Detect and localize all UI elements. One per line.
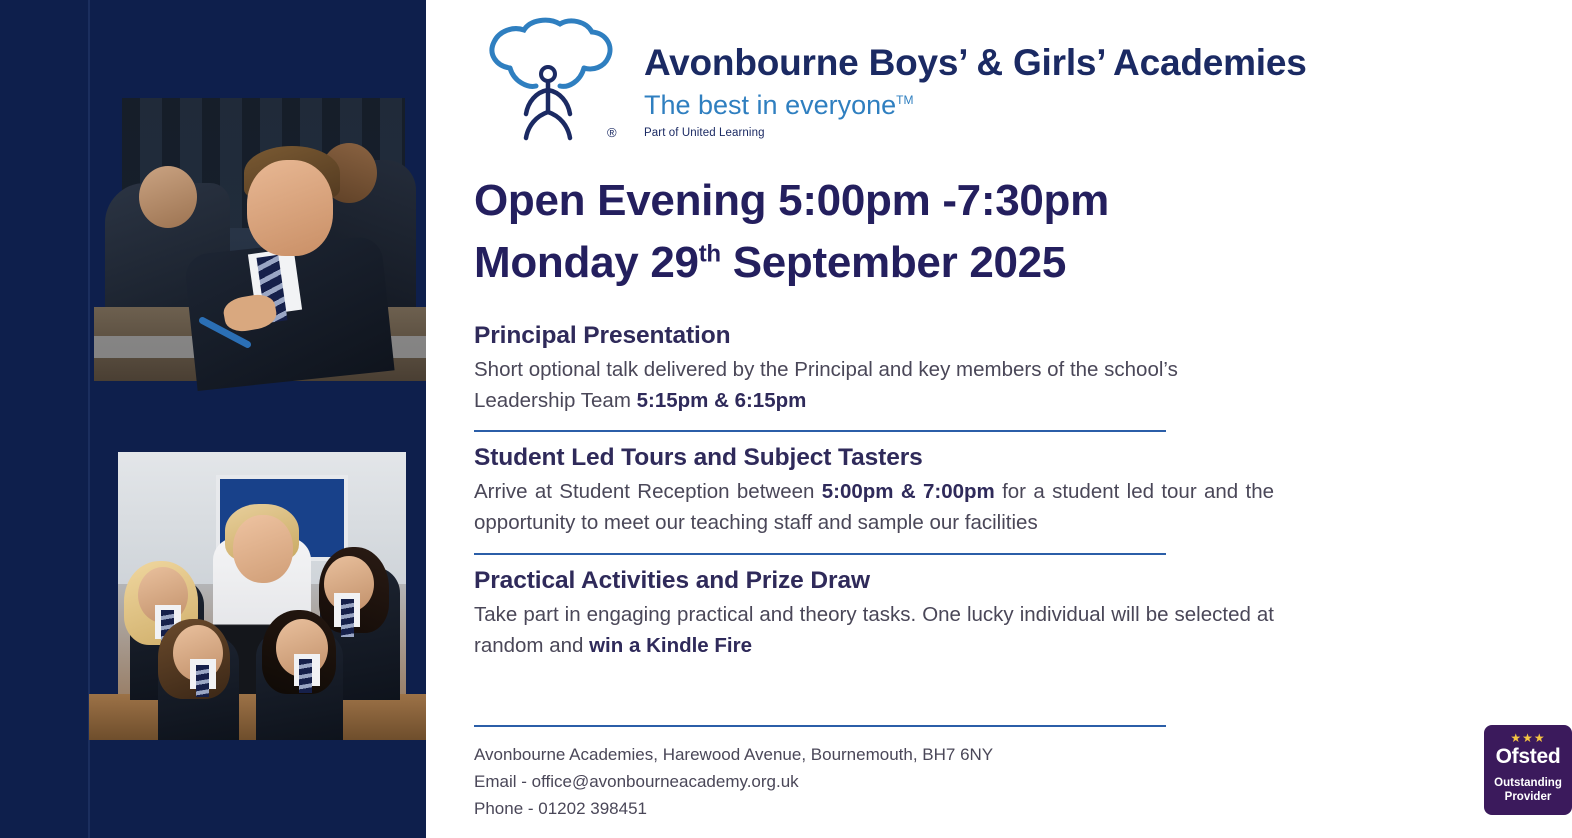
left-navy-band — [0, 0, 88, 838]
photo-student-writing — [122, 98, 405, 381]
section-body-text: Take part in engaging practical and theory tasks. One lucky individual will be selected at random and — [474, 602, 1274, 657]
footer-email[interactable]: Email - office@avonbourneacademy.org.uk — [474, 771, 799, 791]
section-body-text: Short optional talk delivered by the Principal and key members of the school’s Leadership Team — [474, 358, 1178, 413]
brand-title: Avonbourne Boys’ & Girls’ Academies — [644, 42, 1307, 83]
section-body — [474, 354, 1274, 416]
section-body-text-2: for a student led tour and the opportunity to meet our teaching staff and sample our facilities — [474, 480, 1274, 535]
section-student-led-tours — [474, 444, 1274, 538]
brand-tagline — [644, 90, 1307, 121]
footer-address: Avonbourne Academies, Harewood Avenue, Bournemouth, BH7 6NY — [474, 745, 994, 764]
headline-line-1: Open Evening 5:00pm -7:30pm — [474, 176, 1109, 225]
footer-phone: Phone - 01202 398451 — [474, 798, 647, 818]
brand-tagline-text: The best in everyone — [644, 89, 897, 120]
page-title — [474, 170, 1434, 295]
section-title: Principal Presentation — [474, 322, 731, 349]
footer-divider — [474, 725, 1166, 727]
ofsted-wordmark: Ofsted — [1495, 745, 1561, 768]
ofsted-rating — [1484, 776, 1572, 804]
section-divider — [474, 553, 1166, 555]
registered-mark: ® — [607, 125, 617, 140]
brand-lockup — [474, 16, 1307, 146]
section-body-emphasis: 5:15pm & 6:15pm — [636, 389, 807, 413]
brand-subtitle: Part of United Learning — [644, 126, 765, 139]
section-divider — [474, 430, 1166, 432]
section-body — [474, 599, 1274, 661]
photo-teacher-with-students — [118, 452, 406, 740]
section-practical-activities — [474, 567, 1274, 661]
footer-contact — [474, 742, 993, 823]
sections-list — [474, 322, 1274, 661]
headline-line-2 — [474, 232, 1434, 294]
section-body — [474, 476, 1274, 538]
headline-ordinal: th — [698, 240, 721, 268]
section-body-text: Arrive at Student Reception between — [474, 480, 822, 504]
section-body-emphasis: 5:00pm & 7:00pm — [821, 480, 995, 504]
section-principal-presentation — [474, 322, 1274, 416]
headline-date-pre: Monday 29 — [474, 238, 699, 288]
ofsted-stars-icon: ★★★ — [1510, 731, 1546, 745]
section-title: Practical Activities and Prize Draw — [474, 566, 870, 594]
content-area — [426, 0, 1562, 838]
ofsted-rating-line-1: Outstanding — [1494, 777, 1562, 789]
headline-date-post: September 2025 — [720, 238, 1067, 288]
section-title: Student Led Tours and Subject Tasters — [474, 444, 923, 472]
section-body-emphasis: win a Kindle Fire — [589, 633, 752, 657]
trademark-mark: TM — [896, 92, 914, 107]
ofsted-badge — [1484, 725, 1572, 815]
ofsted-rating-line-2: Provider — [1504, 791, 1552, 804]
tree-person-logo-icon — [474, 16, 624, 146]
